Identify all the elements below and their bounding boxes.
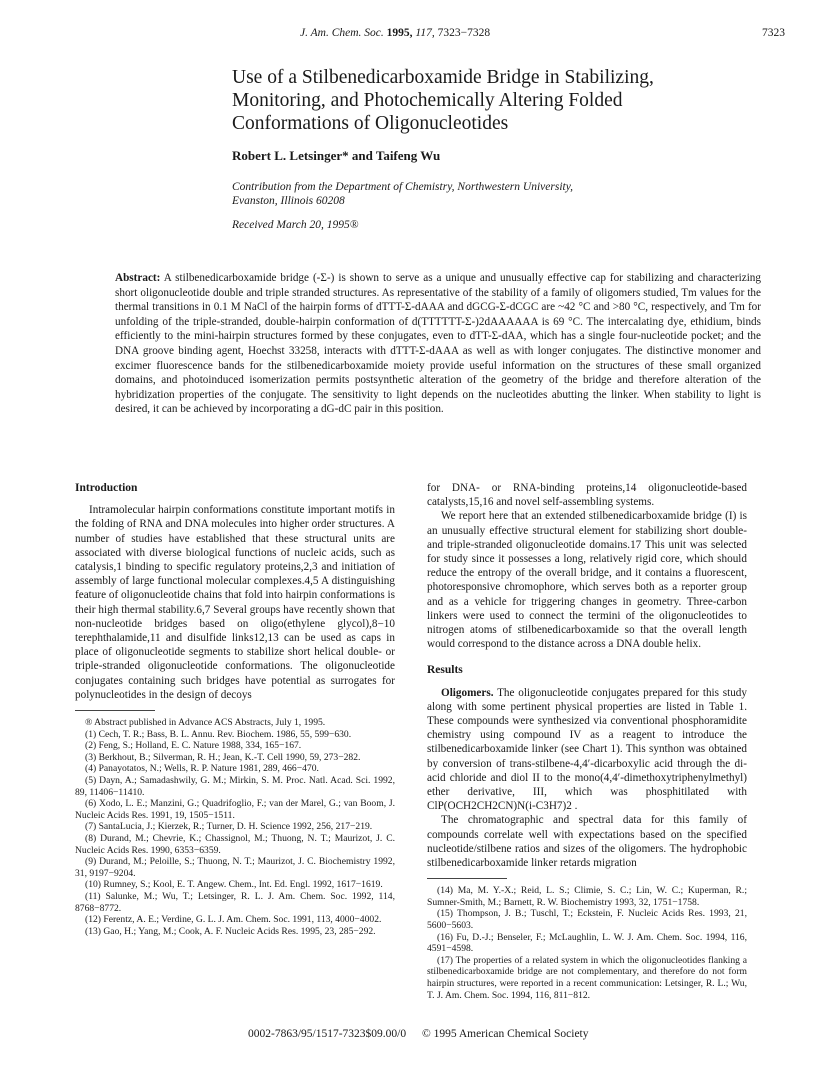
- footnote: (7) SantaLucia, J.; Kierzek, R.; Turner, D. H. Science 1992, 256, 217−219.: [85, 821, 373, 833]
- footnote: (9) Durand, M.; Peloille, S.; Thuong, N. T.; Maurizot, J. C. Biochemistry 1992, 31, 9197−9204.: [75, 856, 395, 879]
- footnote: (8) Durand, M.; Chevrie, K.; Chassignol, M.; Thuong, N. T.; Maurizot, J. C. Nucleic Acids Res. 1990, 6353−6359.: [75, 832, 395, 856]
- introduction-heading: Introduction: [75, 482, 138, 494]
- article-authors: Robert L. Letsinger* and Taifeng Wu: [232, 148, 441, 163]
- journal-reference: [300, 27, 490, 39]
- journal-year: 1995,: [386, 27, 413, 39]
- article-code: 0002-7863/95/1517-7323$09.00/0: [248, 1028, 407, 1040]
- footnote: (6) Xodo, L. E.; Manzini, G.; Quadrifoglio, F.; van der Marel, G.; van Boom, J. Nucleic Acids Res. 1991, 19, 1505−1511.: [75, 798, 395, 821]
- journal-name: J. Am. Chem. Soc.: [300, 27, 384, 39]
- introduction-paragraph: Intramolecular hairpin conformations constitute important motifs in the folding of RNA and DNA molecules into higher order structures. A number of studies have established that these structural units are associated with diverse biological functions of nucleic acids, such as catalysis,1 binding to specific regulatory proteins,2,3 and initiation of assembly of large functional molecular complexes.4,5 A distinguishing feature of oligonucleotide chains that fold into hairpin conformations is their high thermal stability.6,7 Several groups have recently shown that non-nucleotide bridges based on oligo(ethylene glycol),8−10 terephthalamide,11 and disulfide links12,13 can be used as caps in place of oligonucleotide segments to stabilize short helical double- or triple-stranded oligonucleotide conformations. The oligonucleotide conjugates containing such bridges have potential as surrogates for polynucleotides in the design of decoys: [75, 504, 395, 701]
- affiliation-line-2: Evanston, Illinois 60208: [232, 195, 345, 207]
- footnotes-left: [75, 717, 395, 937]
- received-date: Received March 20, 1995®: [232, 219, 359, 231]
- footnote: (1) Cech, T. R.; Bass, B. L. Annu. Rev. Biochem. 1986, 55, 599−630.: [85, 728, 352, 740]
- journal-volume: 117,: [415, 27, 435, 39]
- article-title: Use of a Stilbenedicarboxamide Bridge in Stabilizing, Monitoring, and Photochemically Altering Folded Conformations of Oligonucleotides: [232, 67, 654, 134]
- footnote: (4) Panayotatos, N.; Wells, R. P. Nature 1981, 289, 466−470.: [85, 763, 319, 775]
- footnote: (5) Dayn, A.; Samadashwily, G. M.; Mirkin, S. M. Proc. Natl. Acad. Sci. 1992, 89, 11406−11410.: [75, 775, 395, 798]
- right-column: [427, 481, 747, 1001]
- footnote: (11) Salunke, M.; Wu, T.; Letsinger, R. L. J. Am. Chem. Soc. 1992, 114, 8768−8772.: [75, 890, 395, 914]
- oligomers-paragraph: [427, 686, 747, 814]
- body-paragraph: We report here that an extended stilbenedicarboxamide bridge (I) is an unusually effective structural element for stabilizing short double- and triple-stranded oligonucleotide domains.17 This unit was selected for study since it possesses a long, relatively rigid core, which should reduce the entropy of the overall bridge, and it contains a fluorescent, photoresponsive chromophore, which serves both as a reporter group and as a vehicle for triggering changes in geometry. Three-carbon linkers were used to connect the termini of the oligonucleotides to nitrogen atoms of stilbenedicarboxamide so that the overall length would correspond to the distance across a DNA double helix.: [427, 510, 747, 651]
- abstract-label: Abstract:: [115, 272, 161, 284]
- footnote-rule: [427, 878, 507, 879]
- affiliation-line-1: Contribution from the Department of Chemistry, Northwestern University,: [232, 181, 574, 193]
- footnote: (12) Ferentz, A. E.; Verdine, G. L. J. Am. Chem. Soc. 1991, 113, 4000−4002.: [85, 914, 382, 926]
- footnote-rule: [75, 710, 155, 711]
- page-number: 7323: [762, 27, 785, 39]
- footnote: (2) Feng, S.; Holland, E. C. Nature 1988, 334, 165−167.: [85, 740, 302, 752]
- footnote: (13) Gao, H.; Yang, M.; Cook, A. F. Nucleic Acids Res. 1995, 23, 285−292.: [85, 925, 376, 937]
- oligomers-text: The oligonucleotide conjugates prepared for this study along with some pertinent physical properties are listed in Table 1. These compounds were synthesized via conventional phosphoramidite chemistry using compound IV as a reagent to introduce the stilbenedicarboxamide linker (see Chart 1). This synthon was obtained by conversion of trans-stilbene-4,4′-dicarboxylic acid through the di-acid chloride and diol II to the mono(4,4′-dimethoxytriphenylmethyl) ether derivative, III, which was phosphitilated with ClP(OCH2CH2CN)N(i-C3H7)2 .: [427, 686, 747, 813]
- footnote: (3) Berkhout, B.; Silverman, R. H.; Jean, K.-T. Cell 1990, 59, 273−282.: [85, 751, 361, 763]
- footnote: (15) Thompson, J. B.; Tuschl, T.; Eckstein, F. Nucleic Acids Res. 1993, 21, 5600−5603.: [427, 908, 747, 932]
- oligomers-label: Oligomers.: [441, 686, 494, 699]
- left-column: [75, 481, 395, 937]
- body-paragraph: The chromatographic and spectral data for this family of compounds correlate well with expectations based on the specified nucleotide/stilbene ratios and sizes of the oligomers. The hydrophobic stilbenedicarboxamide linker retards migration: [427, 814, 747, 870]
- footnote: (16) Fu, D.-J.; Benseler, F.; McLaughlin, L. W. J. Am. Chem. Soc. 1994, 116, 4591−4598.: [427, 931, 747, 955]
- footnote: ® Abstract published in Advance ACS Abstracts, July 1, 1995.: [85, 717, 326, 729]
- footnote: (14) Ma, M. Y.-X.; Reid, L. S.; Climie, S. C.; Lin, W. C.; Kuperman, R.; Sumner-Smith, M.; Barnett, R. W. Biochemistry 1993, 32, 1751−1758.: [427, 885, 747, 908]
- abstract-text: A stilbenedicarboxamide bridge (-Σ-) is shown to serve as a unique and unusually effective cap for stabilizing and characterizing short oligonucleotide double and triple stranded structures. As representative of the stability of a family of oligomers studied, Tm values for the thermal transitions in 0.1 M NaCl of the hairpin forms of dTTT-Σ-dAAA and dGCG-Σ-dCGC are ~42 °C and >80 °C, respectively, and Tm for unfolding of the triple-stranded, double-hairpin conformation of d(TTTTTT-Σ-)2dAAAAAA is 69 °C. The intercalating dye, ethidium, binds efficiently to the mini-hairpin structures formed by these conjugates, even to dTT-Σ-dAA, which has a single four-nucleotide pocket; and the DNA groove binding agent, Hoechst 33258, interacts with dTTT-Σ-dAAA as well as with longer conjugates. The distinctive monomer and excimer fluorescence bands for the stilbenedicarboxamide moiety provide useful information on the structures of these small organized domains, and photoinduced isomerization permits postsynthetic alteration of the geometry of the bridge and therefore alteration of the hybridization properties of the conjugate. The sensitivity to light depends on the nucleotides abutting the linker. When stability to light is desired, it can be achieved by incorporating a dG-dC pair in this position.: [115, 272, 761, 416]
- results-heading: Results: [427, 664, 463, 677]
- footnote: (17) The properties of a related system in which the oligonucleotides flanking a stilbenedicarboxamide bridge are not complementary, and therefore do not form hairpin structures, were reported in a recent communication: Letsinger, R. L.; Wu, T. J. Am. Chem. Soc. 1994, 116, 811−812.: [427, 954, 747, 1001]
- footnotes-right: [427, 885, 747, 1001]
- abstract: [115, 271, 761, 417]
- copyright: © 1995 American Chemical Society: [422, 1028, 589, 1040]
- affiliation: [232, 180, 573, 208]
- body-paragraph: for DNA- or RNA-binding proteins,14 oligonucleotide-based catalysts,15,16 and novel self-assembling systems.: [427, 482, 747, 509]
- footnote: (10) Rumney, S.; Kool, E. T. Angew. Chem., Int. Ed. Engl. 1992, 1617−1619.: [85, 879, 383, 891]
- journal-pages: 7323−7328: [437, 27, 491, 39]
